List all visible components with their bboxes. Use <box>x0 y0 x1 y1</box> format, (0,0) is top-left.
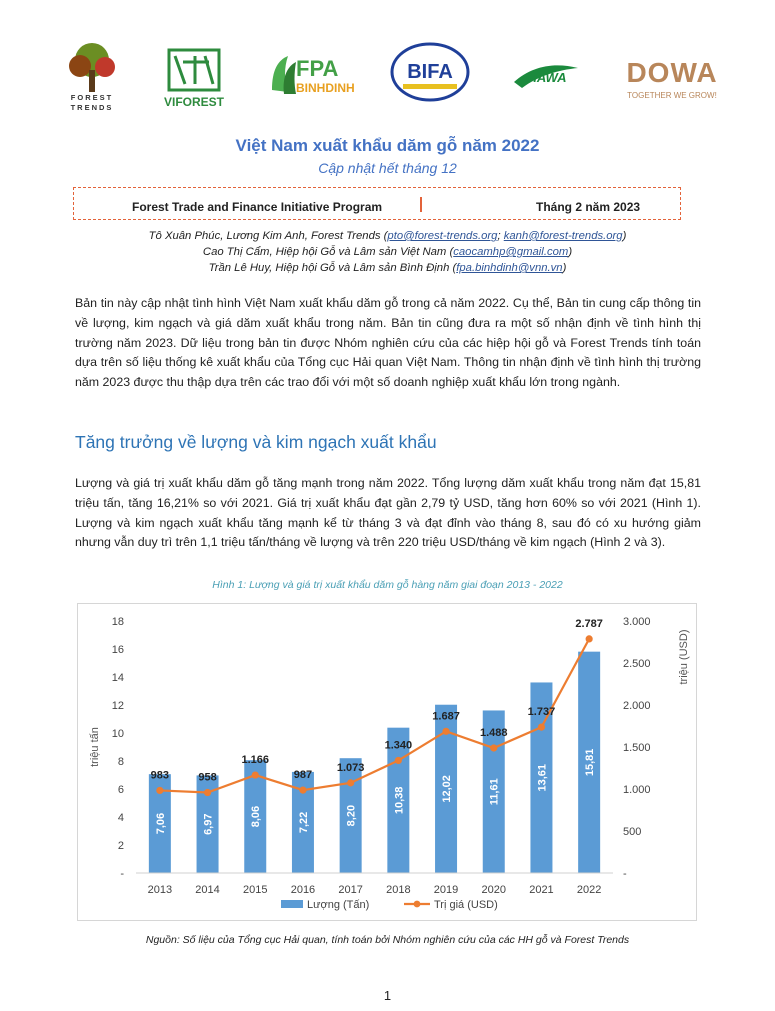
bar-value-label: 8,06 <box>250 805 263 828</box>
author-list <box>0 228 775 276</box>
document-title: Việt Nam xuất khẩu dăm gỗ năm 2022 <box>235 136 540 155</box>
line-point <box>299 786 306 793</box>
chart-svg <box>78 604 696 920</box>
y2-tick-label: - <box>623 868 627 880</box>
line-point <box>347 779 354 786</box>
figure-source: Nguồn: Số liệu của Tổng cục Hải quan, tính toán bởi Nhóm nghiên cứu của các HH gỗ và Forest Trends <box>145 934 630 946</box>
line-point <box>204 789 211 796</box>
line-value-label: 1.073 <box>336 761 365 774</box>
y2-tick-label: 2.500 <box>623 658 651 670</box>
email-link[interactable]: pto@forest-trends.org <box>387 230 498 242</box>
line-value-label: 983 <box>150 769 170 782</box>
y2-tick-label: 500 <box>623 826 642 838</box>
program-name: Forest Trade and Finance Initiative Program <box>132 200 383 214</box>
y2-axis-label: triệu (USD) <box>678 629 690 685</box>
banner-separator <box>420 197 422 212</box>
bar-value-label: 7,22 <box>297 811 310 834</box>
y-tick-label: 2 <box>117 840 124 852</box>
y2-tick-label: 2.000 <box>623 700 651 712</box>
email-link[interactable]: caocamhp@gmail.com <box>453 246 569 258</box>
line-point <box>252 771 259 778</box>
y-tick-label: 8 <box>117 756 124 768</box>
bar-value-label: 12,02 <box>441 775 454 803</box>
x-tick-label: 2019 <box>433 884 459 896</box>
hawa-logo <box>502 40 592 115</box>
y-tick-label: - <box>120 868 124 880</box>
author-text: ) <box>568 246 573 258</box>
legend-swatch-point <box>414 901 421 908</box>
forest-trends-logo <box>55 40 130 115</box>
bar-value-label: 10,38 <box>393 786 406 815</box>
line-point <box>538 723 545 730</box>
y-tick-label: 14 <box>111 672 124 684</box>
line-value-label: 987 <box>293 769 313 782</box>
x-tick-label: 2016 <box>290 884 316 896</box>
author-line <box>0 228 775 244</box>
author-line <box>0 260 775 276</box>
partner-logos <box>55 40 735 115</box>
publication-date: Tháng 2 năm 2023 <box>536 200 641 214</box>
svg-text:FOREST: FOREST <box>70 93 114 102</box>
y-tick-label: 4 <box>117 812 124 824</box>
svg-text:DOWA: DOWA <box>626 57 718 88</box>
line-value-label: 1.340 <box>384 739 413 752</box>
line-value-label: 2.787 <box>575 617 603 630</box>
y2-tick-label: 1.500 <box>623 742 651 754</box>
intro-paragraph: Bản tin này cập nhật tình hình Việt Nam xuất khẩu dăm gỗ trong cả năm 2022. Cụ thể, Bản tin cung cấp thông tin về lượng, kim ngạch và giá dăm xuất khẩu trong năm. Bản tin cũng đưa ra một số nhận định về tình hình thị trường năm 2023. Dữ liệu trong bản tin được Nhóm nghiên cứu của các hiệp hội gỗ và Forest Trends tính toán dựa trên số liệu thống kê xuất khẩu của Tổng cục Hải quan Việt Nam. Thông tin nhận định về tình hình thị trường năm 2023 được thu thập dựa trên các trao đổi với một số doanh nghiệp xuất khẩu lớn trong ngành. <box>75 296 701 390</box>
bar-value-label: 11,61 <box>488 778 501 806</box>
x-tick-label: 2014 <box>195 884 220 896</box>
svg-text:HAWA: HAWA <box>527 70 567 85</box>
line-value-label: 1.687 <box>432 710 460 723</box>
document-subtitle: Cập nhật hết tháng 12 <box>318 160 457 176</box>
bar-value-label: 6,97 <box>202 813 215 835</box>
bar-value-label: 15,81 <box>584 748 597 777</box>
x-tick-label: 2013 <box>147 884 173 896</box>
line-point <box>586 635 593 642</box>
y-tick-label: 6 <box>117 784 124 796</box>
page-number: 1 <box>383 988 392 1003</box>
program-banner <box>73 187 681 220</box>
x-tick-label: 2017 <box>338 884 363 896</box>
y-tick-label: 16 <box>111 644 124 656</box>
bar-value-label: 8,20 <box>345 804 358 827</box>
y-tick-label: 12 <box>111 700 124 712</box>
x-tick-label: 2021 <box>529 884 554 896</box>
section-heading: Tăng trưởng về lượng và kim ngạch xuất khẩu <box>75 432 437 452</box>
author-text: ) <box>622 230 627 242</box>
email-link[interactable]: fpa.binhdinh@vnn.vn <box>456 262 563 274</box>
svg-text:BINHDINH: BINHDINH <box>296 81 355 95</box>
svg-text:TRENDS: TRENDS <box>70 103 114 112</box>
line-value-label: 1.166 <box>241 754 270 767</box>
legend-swatch-bars <box>281 900 303 908</box>
author-text: ; <box>497 230 504 242</box>
x-tick-label: 2015 <box>243 884 268 896</box>
value-line <box>160 639 589 793</box>
y2-tick-label: 3.000 <box>623 616 651 628</box>
line-point <box>395 757 402 764</box>
svg-text:TOGETHER WE GROW!: TOGETHER WE GROW! <box>627 91 717 100</box>
export-chart <box>77 603 697 921</box>
y2-tick-label: 1.000 <box>623 784 651 796</box>
line-value-label: 1.488 <box>479 727 508 740</box>
line-value-label: 958 <box>198 771 217 784</box>
author-text: Trần Lê Huy, Hiệp hội Gỗ và Lâm sản Bình Định ( <box>208 262 457 274</box>
line-point <box>490 744 497 751</box>
legend-label-bars: Lượng (Tấn) <box>307 899 370 911</box>
y-tick-label: 10 <box>111 728 124 740</box>
line-value-label: 1.737 <box>527 706 556 719</box>
fpa-binhdinh-logo <box>262 40 357 115</box>
svg-text:BIFA: BIFA <box>407 61 453 83</box>
svg-text:FPA: FPA <box>296 56 339 81</box>
y-tick-label: 18 <box>111 616 124 628</box>
bifa-logo <box>385 40 475 115</box>
figure-caption: Hình 1: Lượng và giá trị xuất khẩu dăm gỗ hàng năm giai đoạn 2013 - 2022 <box>212 579 563 591</box>
viforest-logo <box>153 40 235 115</box>
bar-value-label: 13,61 <box>536 763 549 792</box>
x-tick-label: 2022 <box>576 884 602 896</box>
svg-text:VIFOREST: VIFOREST <box>163 95 225 109</box>
y-axis-label: triệu tấn <box>89 727 101 767</box>
bar-value-label: 7,06 <box>154 812 167 835</box>
author-text: ) <box>562 262 567 274</box>
author-text: Tô Xuân Phúc, Lương Kim Anh, Forest Trends ( <box>148 230 388 242</box>
author-line <box>0 244 775 260</box>
dowa-logo <box>617 40 727 115</box>
x-tick-label: 2018 <box>386 884 411 896</box>
author-text: Cao Thị Cẩm, Hiệp hội Gỗ và Lâm sản Việt Nam ( <box>202 246 454 258</box>
x-tick-label: 2020 <box>481 884 506 896</box>
growth-paragraph: Lượng và giá trị xuất khẩu dăm gỗ tăng mạnh trong năm 2022. Tổng lượng dăm xuất khẩu trong năm đạt 15,81 triệu tấn, tăng 16,21% so với 2021. Giá trị xuất khẩu đạt gần 2,79 tỷ USD, tăng hơn 60% so với 2021 (Hình 1). Lượng và kim ngạch xuất khẩu tăng mạnh kể từ tháng 3 và đạt đỉnh vào tháng 8, sau đó có xu hướng giảm nhưng vẫn duy trì trên 1,1 triệu tấn/tháng về lượng và trên 220 triệu USD/tháng về kim ngạch (Hình 2 và 3). <box>75 476 701 550</box>
line-point <box>156 787 163 794</box>
line-point <box>442 728 449 735</box>
legend-label-line: Trị giá (USD) <box>434 899 498 911</box>
email-link[interactable]: kanh@forest-trends.org <box>503 230 623 242</box>
